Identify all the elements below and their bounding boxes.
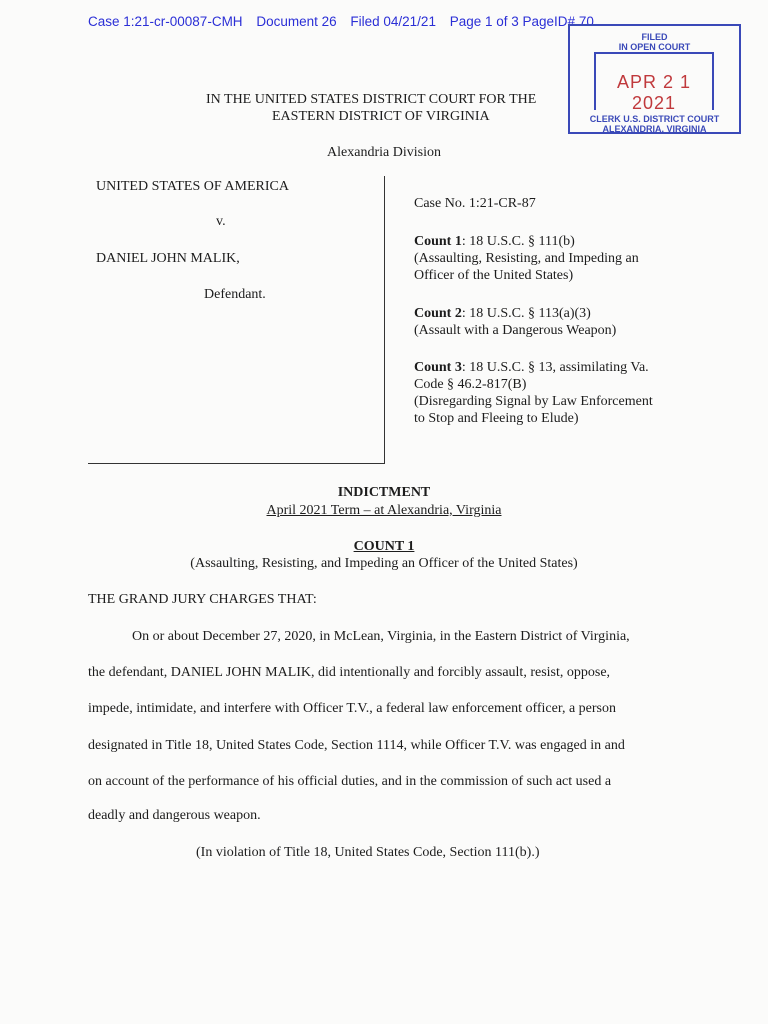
count-summary-statute: : 18 U.S.C. § 113(a)(3) <box>461 306 591 321</box>
caption-divider-vertical <box>384 176 385 464</box>
court-division: Alexandria Division <box>327 145 441 160</box>
count1-subheading: (Assaulting, Resisting, and Impeding an Officer of the United States) <box>190 556 578 571</box>
case-number: Case No. 1:21-CR-87 <box>414 196 536 211</box>
grand-jury-charges: THE GRAND JURY CHARGES THAT: <box>88 592 317 607</box>
ecf-case-number: Case 1:21-cr-00087-CMH <box>88 14 243 29</box>
caption-divider-horizontal <box>88 463 385 464</box>
ecf-page-info: Page 1 of 3 PageID# 70 <box>449 14 594 29</box>
count1-paragraph-line: designated in Title 18, United States Code, Section 1114, while Officer T.V. was engaged in and <box>88 738 625 753</box>
filed-stamp <box>568 24 741 134</box>
count-summary-desc: Code § 46.2-817(B) <box>414 377 527 392</box>
count-summary-desc: (Assault with a Dangerous Weapon) <box>414 323 617 338</box>
ecf-header <box>88 14 604 29</box>
stamp-date-box <box>594 52 714 113</box>
count1-paragraph-line: deadly and dangerous weapon. <box>88 808 261 823</box>
court-title-line1: IN THE UNITED STATES DISTRICT COURT FOR THE <box>206 92 537 107</box>
count1-heading: COUNT 1 <box>353 539 415 554</box>
caption-defendant-role: Defendant. <box>204 287 266 302</box>
count-summary-desc: to Stop and Fleeing to Elude) <box>414 411 579 426</box>
caption-defendant: DANIEL JOHN MALIK, <box>96 251 240 266</box>
count-summary-desc: (Assaulting, Resisting, and Impeding an <box>414 251 639 266</box>
stamp-filed-label: FILED IN OPEN COURT <box>618 32 691 52</box>
count-summary-desc: (Disregarding Signal by Law Enforcement <box>414 394 653 409</box>
count-summary-label: Count 3 <box>414 360 462 375</box>
count-summary-desc: Officer of the United States) <box>414 268 574 283</box>
court-title-line2: EASTERN DISTRICT OF VIRGINIA <box>272 109 490 124</box>
count-summary-3 <box>414 359 653 427</box>
ecf-document-number: Document 26 <box>256 14 337 29</box>
count1-paragraph-line: impede, intimidate, and interfere with Officer T.V., a federal law enforcement officer, a person <box>88 701 616 716</box>
indictment-title: INDICTMENT <box>337 485 431 500</box>
indictment-term: April 2021 Term – at Alexandria, Virginia <box>266 503 502 518</box>
count1-paragraph-line: on account of the performance of his official duties, and in the commission of such act used a <box>88 774 612 789</box>
ecf-filed-date: Filed 04/21/21 <box>350 14 436 29</box>
count-summary-statute: : 18 U.S.C. § 13, assimilating Va. <box>461 360 649 375</box>
stamp-date: APR 2 1 2021 <box>616 72 692 113</box>
count-summary-label: Count 2 <box>414 306 462 321</box>
count1-violation: (In violation of Title 18, United States Code, Section 111(b).) <box>196 845 540 860</box>
stamp-clerk-label: CLERK U.S. DISTRICT COURT ALEXANDRIA, VIRGINIA <box>589 114 720 134</box>
count1-paragraph-line: the defendant, DANIEL JOHN MALIK, did intentionally and forcibly assault, resist, oppose, <box>88 665 611 680</box>
count-summary-label: Count 1 <box>414 234 462 249</box>
count-summary-1 <box>414 233 639 284</box>
caption-plaintiff: UNITED STATES OF AMERICA <box>96 179 289 194</box>
count-summary-2 <box>414 305 616 339</box>
caption-versus: v. <box>216 214 226 229</box>
count1-paragraph-line: On or about December 27, 2020, in McLean, Virginia, in the Eastern District of Virginia, <box>132 629 630 644</box>
count-summary-statute: : 18 U.S.C. § 111(b) <box>461 234 575 249</box>
